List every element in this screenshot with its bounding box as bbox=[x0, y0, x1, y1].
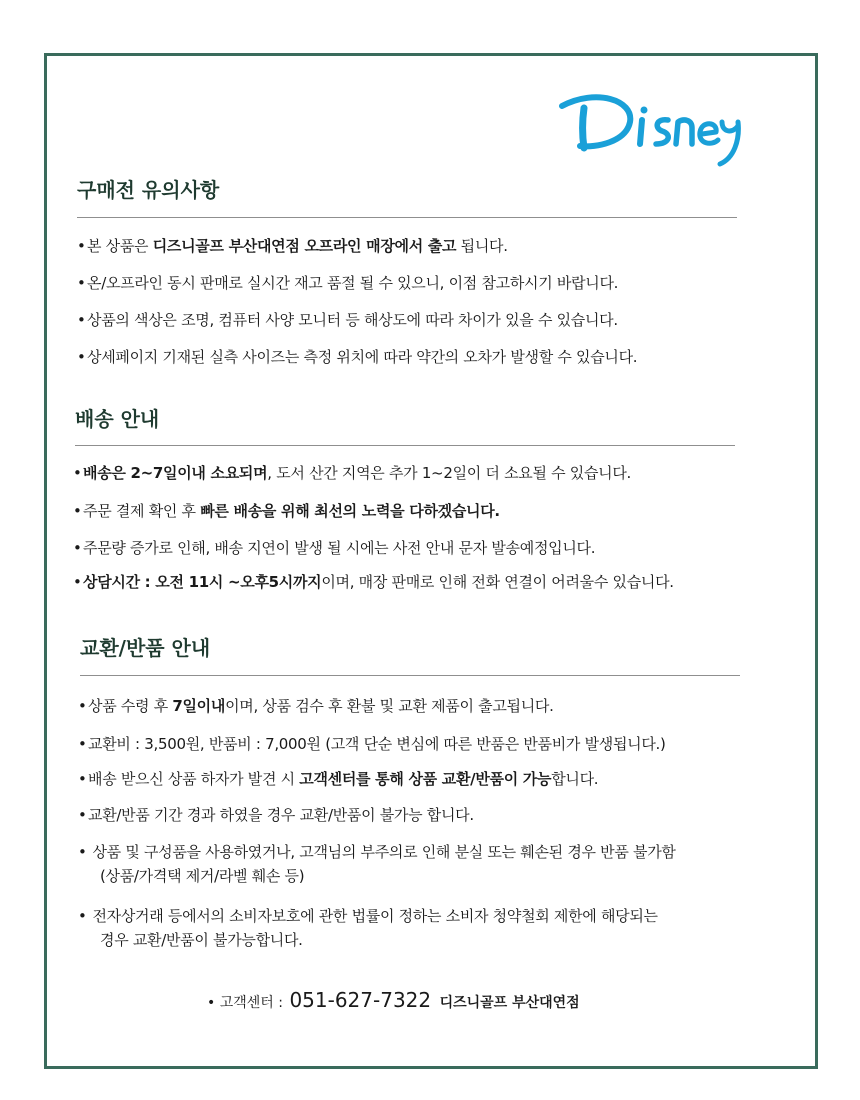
list-item: •온/오프라인 동시 판매로 실시간 재고 품절 될 수 있으니, 이점 참고하시기 바랍니다. bbox=[77, 274, 619, 292]
contact-label: 고객센터 : bbox=[219, 995, 283, 1011]
section-title-precautions: 구매전 유의사항 bbox=[77, 178, 220, 202]
section-title-exchange-return: 교환/반품 안내 bbox=[80, 636, 211, 660]
list-item: •본 상품은 디즈니골프 부산대연점 오프라인 매장에서 출고 됩니다. bbox=[77, 237, 508, 255]
list-item: •배송은 2~7일이내 소요되며, 도서 산간 지역은 추가 1~2일이 더 소요될 수 있습니다. bbox=[73, 464, 632, 482]
list-item: •상세페이지 기재된 실측 사이즈는 측정 위치에 따라 약간의 오차가 발생할 수 있습니다. bbox=[77, 348, 638, 366]
contact-phone[interactable]: 051-627-7322 bbox=[289, 988, 432, 1012]
list-item: •주문 결제 확인 후 빠른 배송을 위해 최선의 노력을 다하겠습니다. bbox=[73, 502, 500, 520]
section-divider bbox=[77, 217, 737, 218]
section-title-shipping: 배송 안내 bbox=[75, 407, 160, 431]
contact-store-name: 디즈니골프 부산대연점 bbox=[439, 995, 580, 1011]
list-item: • 전자상거래 등에서의 소비자보호에 관한 법률이 정하는 소비자 청약철회 제한에 해당되는 경우 교환/반품이 불가능합니다. bbox=[78, 907, 658, 949]
list-item: • 상품 및 구성품을 사용하였거나, 고객님의 부주의로 인해 분실 또는 훼손된 경우 반품 불가함 (상품/가격택 제거/라벨 훼손 등) bbox=[78, 843, 676, 885]
list-item: •교환/반품 기간 경과 하였을 경우 교환/반품이 불가능 합니다. bbox=[78, 806, 474, 824]
list-item: •상담시간 : 오전 11시 ~오후5시까지이며, 매장 판매로 인해 전화 연결이 어려울수 있습니다. bbox=[73, 573, 674, 591]
bullet: • bbox=[207, 995, 220, 1011]
list-item: •상품 수령 후 7일이내이며, 상품 검수 후 환불 및 교환 제품이 출고됩니다. bbox=[78, 697, 554, 715]
list-item: •배송 받으신 상품 하자가 발견 시 고객센터를 통해 상품 교환/반품이 가능합니다. bbox=[78, 770, 599, 788]
list-item: •상품의 색상은 조명, 컴퓨터 사양 모니터 등 해상도에 따라 차이가 있을 수 있습니다. bbox=[77, 311, 618, 329]
disney-logo bbox=[556, 86, 746, 170]
section-divider bbox=[75, 445, 735, 446]
svg-text:Disney: Disney bbox=[556, 86, 560, 87]
customer-center-contact bbox=[207, 988, 580, 1012]
list-item: •주문량 증가로 인해, 배송 지연이 발생 될 시에는 사전 안내 문자 발송예정입니다. bbox=[73, 539, 596, 557]
list-item: •교환비 : 3,500원, 반품비 : 7,000원 (고객 단순 변심에 따른 반품은 반품비가 발생됩니다.) bbox=[78, 735, 666, 753]
section-divider bbox=[80, 675, 740, 676]
